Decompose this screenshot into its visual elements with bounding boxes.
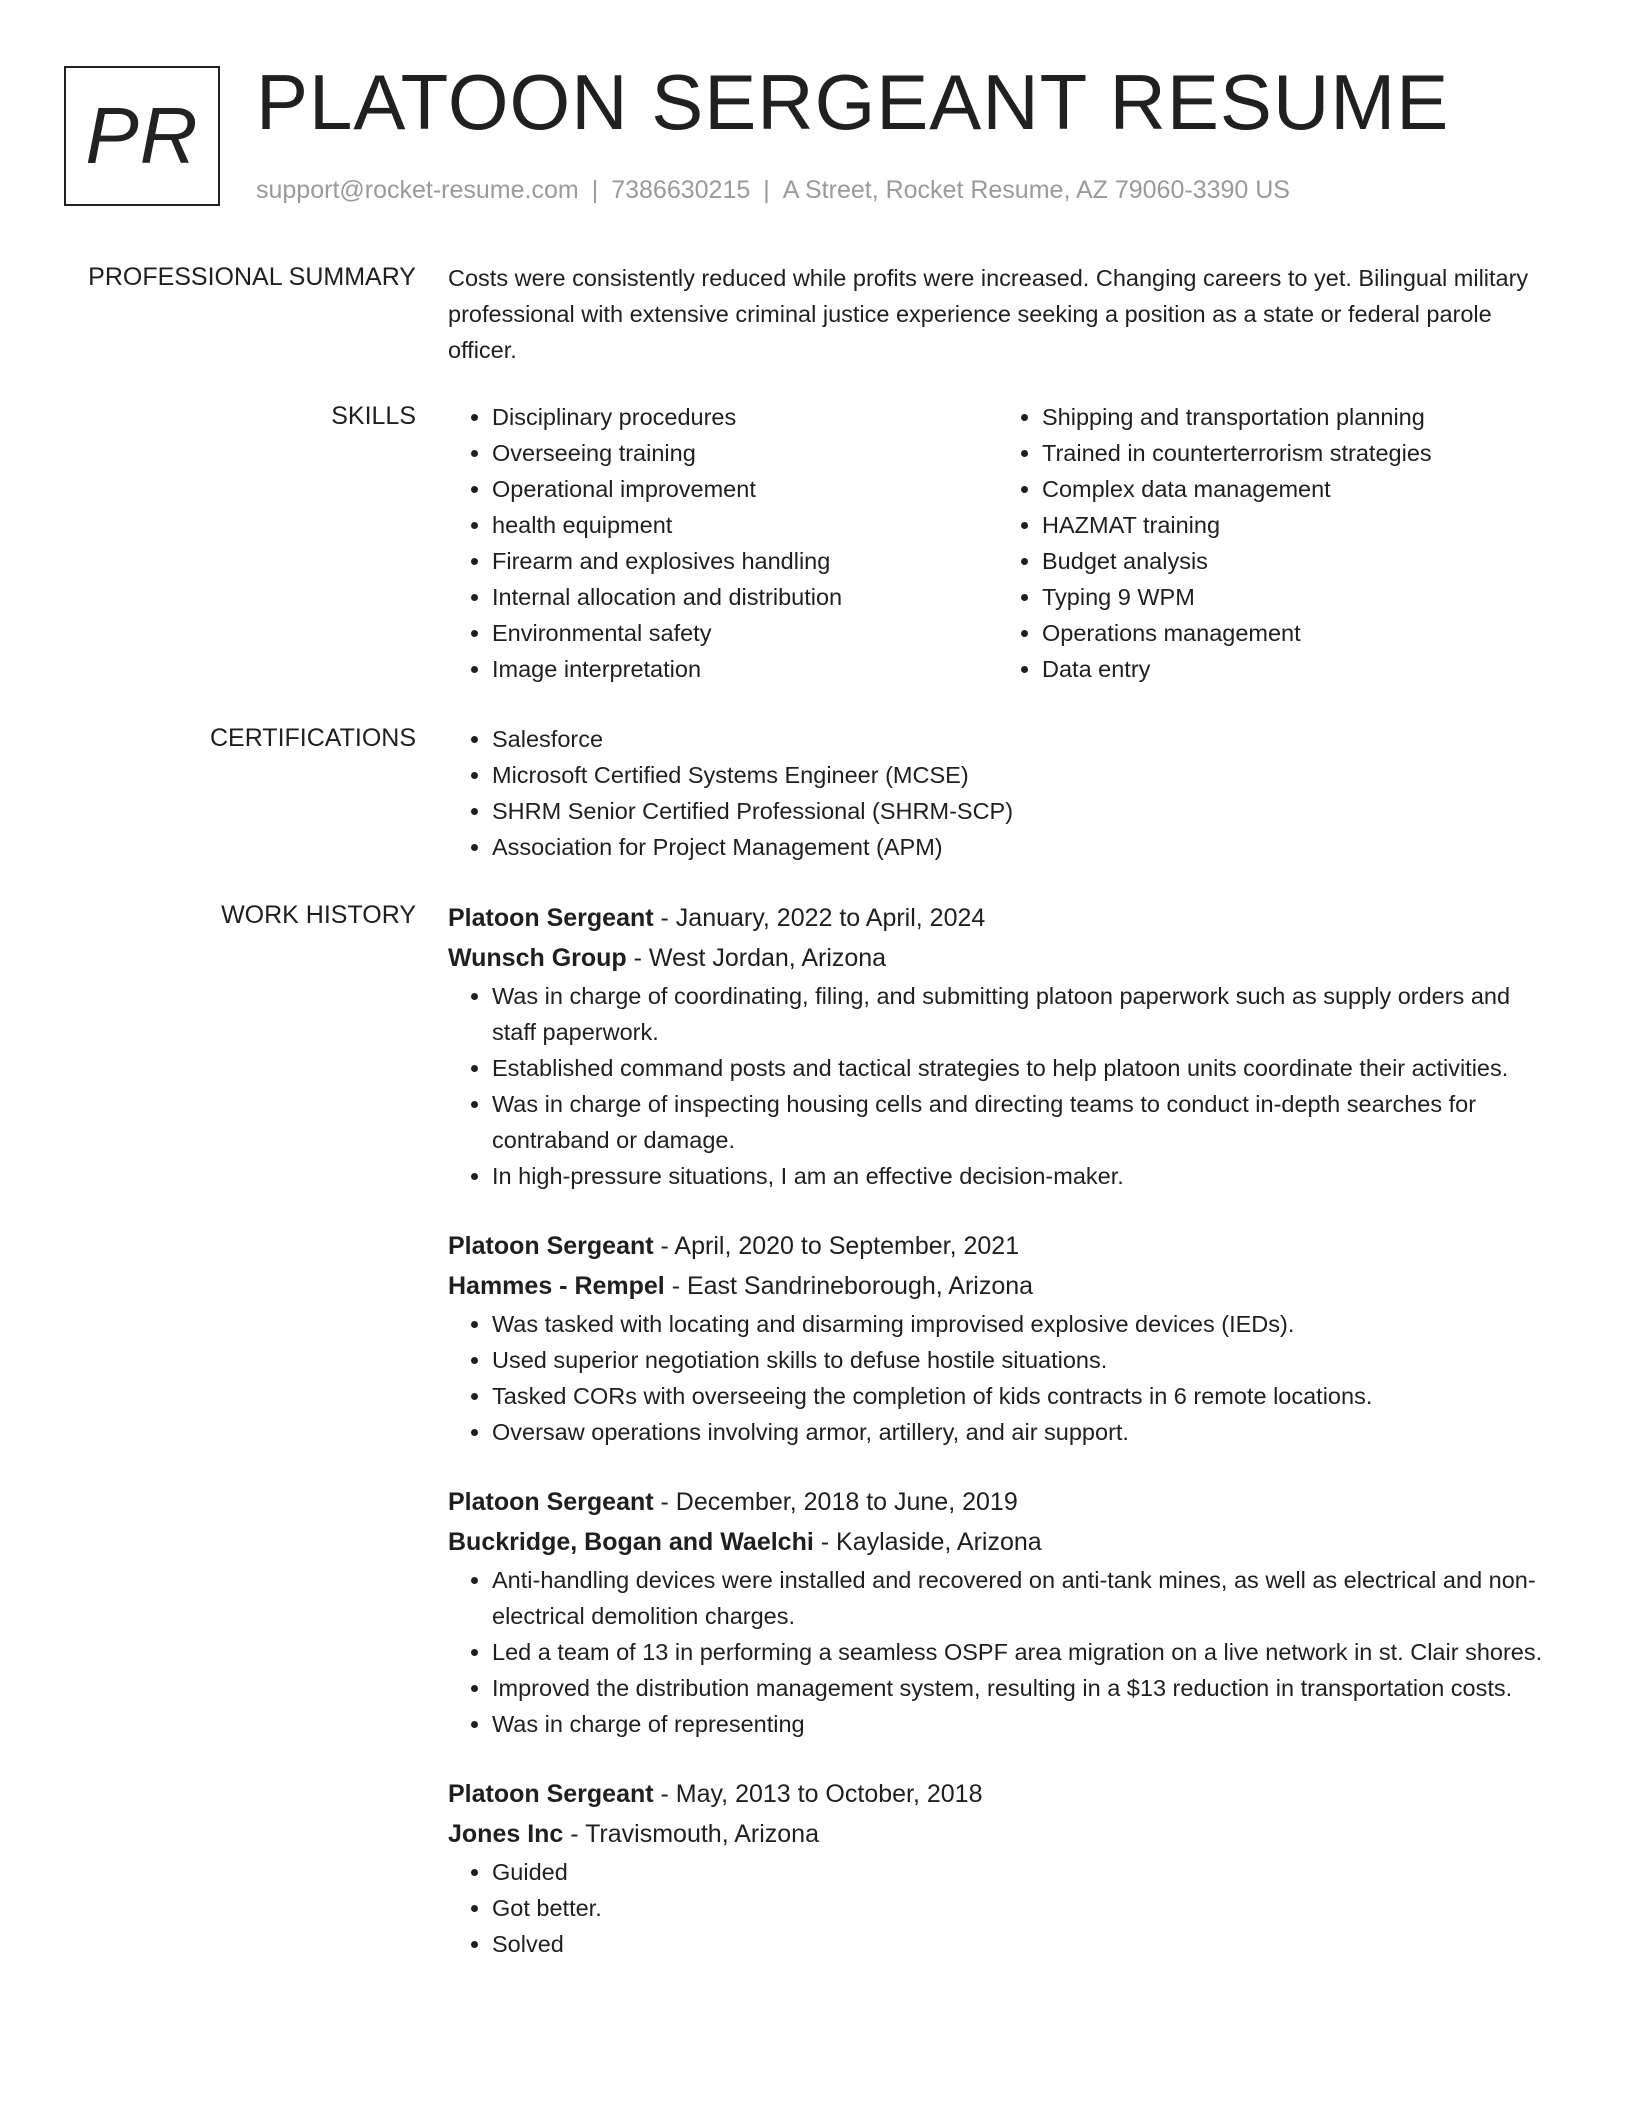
job-dates: - April, 2020 to September, 2021 [653,1232,1020,1260]
skill-item: • Environmental safety [492,615,998,651]
job-dates: - January, 2022 to April, 2024 [653,904,986,932]
summary-text: Costs were consistently reduced while profits were increased. Changing careers to yet. Bilingual military professional with extensive criminal justice experience seeking a position as a state or federal parole officer. [448,265,1529,363]
work-history-label: WORK HISTORY [221,901,416,929]
job-bullet: • Used superior negotiation skills to defuse hostile situations. [492,1342,1548,1378]
job-bullet: • Was in charge of inspecting housing cells and directing teams to conduct in-depth searches for contraband or damage. [492,1086,1548,1158]
skill-item: • Operations management [1042,615,1548,651]
skill-item: • health equipment [492,507,998,543]
job-bullet: • Guided [492,1854,1548,1890]
job-company: Hammes - Rempel [448,1272,665,1300]
skill-item: • Operational improvement [492,471,998,507]
job-company: Wunsch Group [448,944,627,972]
monogram-logo: PR [64,66,220,206]
skill-item: • Budget analysis [1042,543,1548,579]
job-title-line [448,1774,1548,1814]
skill-item: • HAZMAT training [1042,507,1548,543]
work-history-content [448,898,1548,1994]
skills-list-right [998,399,1548,687]
job-bullets [448,1854,1548,1962]
job-title: Platoon Sergeant [448,1232,654,1260]
certifications-list [448,721,1548,865]
summary-label: PROFESSIONAL SUMMARY [88,263,416,291]
job-bullet: • In high-pressure situations, I am an effective decision-maker. [492,1158,1548,1194]
contact-separator: | [763,176,770,204]
job-company: Jones Inc [448,1820,564,1848]
job-bullet: • Was in charge of representing [492,1706,1548,1742]
certification-item: • Salesforce [492,721,1548,757]
job-title-line [448,1226,1548,1266]
contact-email: support@rocket-resume.com [256,176,579,204]
skill-item: • Trained in counterterrorism strategies [1042,435,1548,471]
job-bullets [448,1562,1548,1742]
skill-item: • Complex data management [1042,471,1548,507]
job-bullets [448,1306,1548,1450]
job-company: Buckridge, Bogan and Waelchi [448,1528,814,1556]
contact-address: A Street, Rocket Resume, AZ 79060-3390 US [782,176,1290,204]
job-bullet: • Led a team of 13 in performing a seamless OSPF area migration on a live network in st. Clair shores. [492,1634,1548,1670]
job-dates: - May, 2013 to October, 2018 [653,1780,983,1808]
job-bullets [448,978,1548,1194]
job-entry [448,1226,1548,1450]
job-company-line [448,938,1548,978]
skills-content [448,399,1548,687]
certification-item: • SHRM Senior Certified Professional (SHRM-SCP) [492,793,1548,829]
job-bullet: • Tasked CORs with overseeing the completion of kids contracts in 6 remote locations. [492,1378,1548,1414]
certification-item: • Association for Project Management (APM) [492,829,1548,865]
job-bullet: • Got better. [492,1890,1548,1926]
job-title: Platoon Sergeant [448,904,654,932]
job-dates: - December, 2018 to June, 2019 [653,1488,1018,1516]
job-location: - Kaylaside, Arizona [813,1528,1042,1556]
job-entry [448,1774,1548,1962]
job-company-line [448,1814,1548,1854]
skill-item: • Image interpretation [492,651,998,687]
job-entry [448,898,1548,1194]
skill-item: • Internal allocation and distribution [492,579,998,615]
job-bullet: • Established command posts and tactical strategies to help platoon units coordinate their activities. [492,1050,1548,1086]
certifications-content [448,721,1548,865]
skill-item: • Firearm and explosives handling [492,543,998,579]
job-title: Platoon Sergeant [448,1780,654,1808]
job-bullet: • Solved [492,1926,1548,1962]
contact-phone: 7386630215 [611,176,751,204]
contact-separator: | [591,176,599,204]
job-company-line [448,1266,1548,1306]
job-location: - Travismouth, Arizona [563,1820,819,1848]
job-company-line [448,1522,1548,1562]
skill-item: • Data entry [1042,651,1548,687]
job-bullet: • Improved the distribution management system, resulting in a $13 reduction in transportation costs. [492,1670,1548,1706]
job-entry [448,1482,1548,1742]
job-location: - East Sandrineborough, Arizona [664,1272,1034,1300]
job-bullet: • Was tasked with locating and disarming improvised explosive devices (IEDs). [492,1306,1548,1342]
job-bullet: • Anti-handling devices were installed and recovered on anti-tank mines, as well as electrical and non-electrical demolition charges. [492,1562,1548,1634]
skill-item: • Disciplinary procedures [492,399,998,435]
contact-line [256,176,1290,205]
job-bullet: • Was in charge of coordinating, filing, and submitting platoon paperwork such as supply orders and staff paperwork. [492,978,1548,1050]
certification-item: • Microsoft Certified Systems Engineer (MCSE) [492,757,1548,793]
certifications-label: CERTIFICATIONS [209,724,416,752]
job-title-line [448,1482,1548,1522]
skill-item: • Overseeing training [492,435,998,471]
job-title: Platoon Sergeant [448,1488,654,1516]
skill-item: • Typing 9 WPM [1042,579,1548,615]
job-title-line [448,898,1548,938]
summary-content [448,260,1548,368]
resume-title: PLATOON SERGEANT RESUME [256,58,1450,146]
skills-label: SKILLS [331,402,416,430]
job-bullet: • Oversaw operations involving armor, artillery, and air support. [492,1414,1548,1450]
job-location: - West Jordan, Arizona [626,944,887,972]
skills-list-left [448,399,998,687]
skill-item: • Shipping and transportation planning [1042,399,1548,435]
